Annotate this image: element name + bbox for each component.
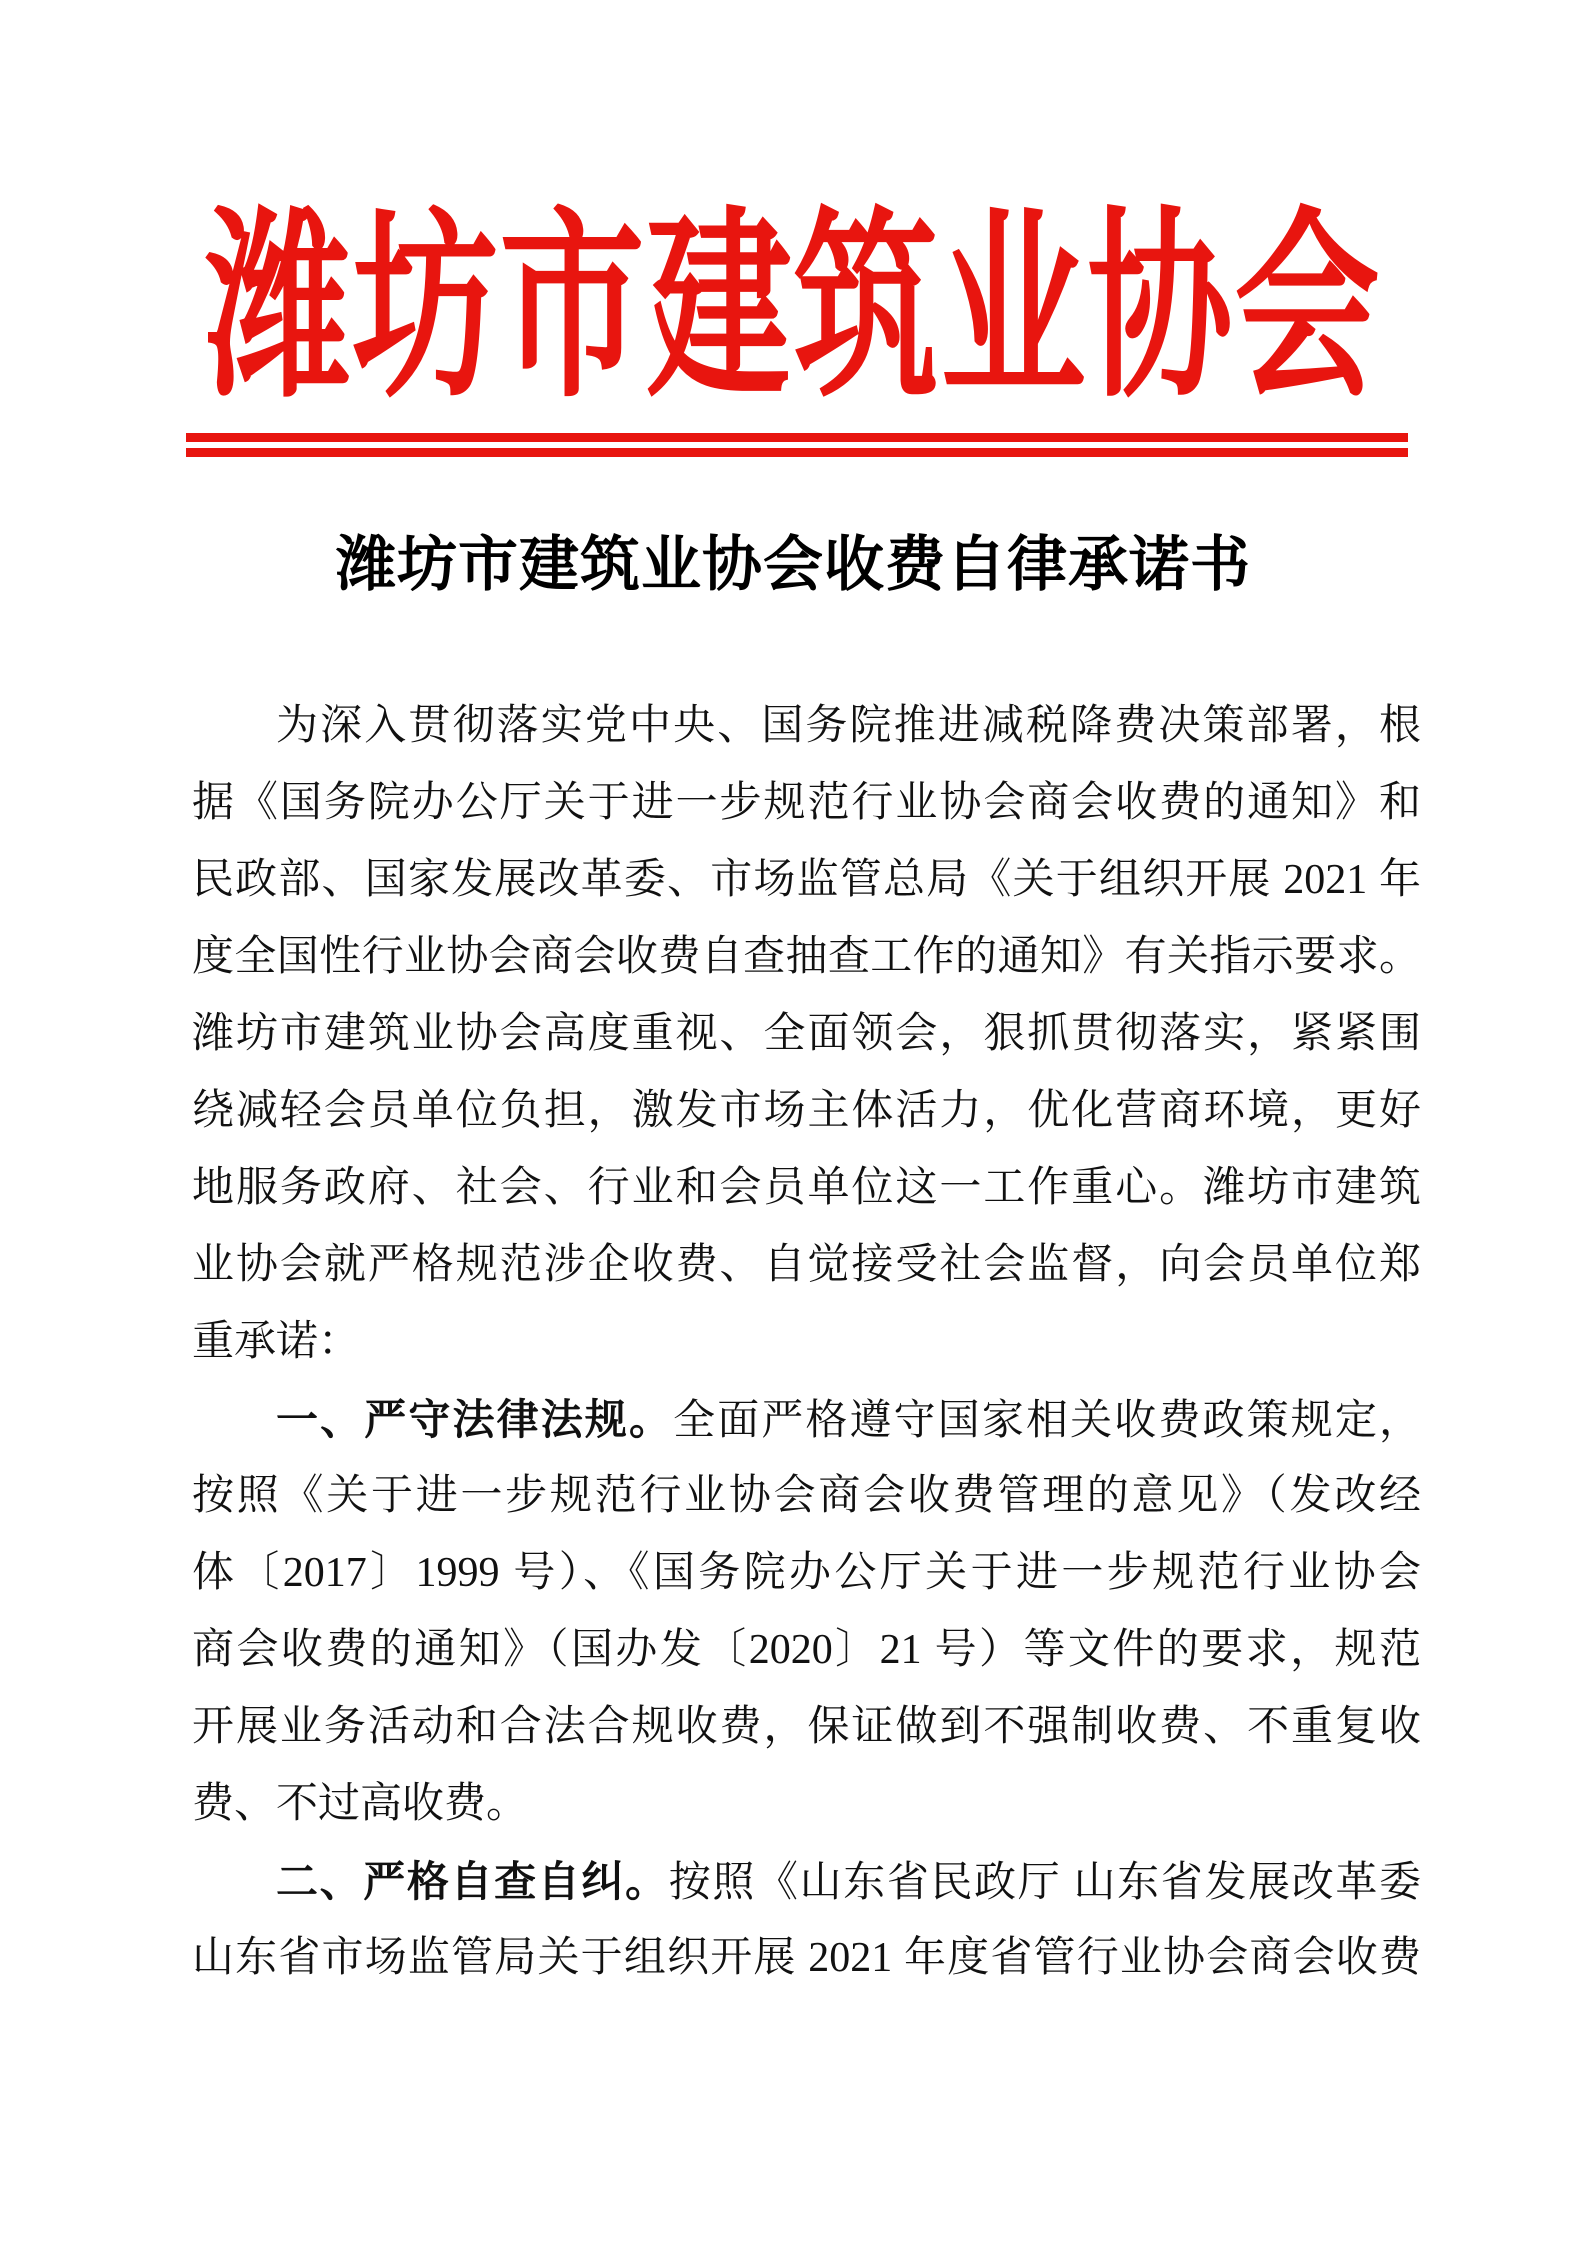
body-line-2 [192,765,1421,842]
body-line-3 [192,842,1421,919]
body-line-17 [192,1920,1421,1997]
text-run: 为深入贯彻落实党中央、国务院推进减税降费决策部署，根 [276,703,1421,749]
text-run: 开展业务活动和合法合规收费，保证做到不强制收费、不重复收 [192,1704,1421,1750]
body-line-7 [192,1150,1421,1227]
body-line-1 [192,688,1421,765]
body-line-14 [192,1689,1421,1766]
red-double-rule [186,433,1408,457]
text-run: 商会收费的通知》（国办发〔2020〕21 号）等文件的要求，规范 [192,1627,1421,1673]
bold-run: 二、严格自查自纠。 [276,1858,669,1905]
body-line-13 [192,1612,1421,1689]
text-run: 山东省市场监管局关于组织开展 2021 年度省管行业协会商会收费 [192,1935,1421,1981]
body-line-11 [192,1458,1421,1535]
document-title: 潍坊市建筑业协会收费自律承诺书 [336,532,1251,598]
text-run: 全面严格遵守国家相关收费政策规定， [673,1398,1421,1444]
document-body [192,688,1421,1997]
body-line-8 [192,1227,1421,1304]
body-line-15 [192,1766,1421,1843]
text-run: 度全国性行业协会商会收费自查抽查工作的通知》有关指示要求。 [192,934,1421,980]
body-line-16 [192,1843,1421,1920]
bold-run: 一、严守法律法规。 [276,1396,674,1443]
text-run: 据《国务院办公厅关于进一步规范行业协会商会收费的通知》和 [192,780,1421,826]
body-line-12 [192,1535,1421,1612]
body-line-6 [192,1073,1421,1150]
body-line-10 [192,1381,1421,1458]
text-run: 绕减轻会员单位负担，激发市场主体活力，优化营商环境，更好 [192,1088,1421,1134]
letterhead-org-name: 潍坊市建筑业协会 [205,198,1382,422]
text-run: 潍坊市建筑业协会高度重视、全面领会，狠抓贯彻落实，紧紧围 [192,1011,1421,1057]
text-run: 体〔2017〕1999 号）、《国务院办公厅关于进一步规范行业协会 [192,1550,1421,1596]
body-line-5 [192,996,1421,1073]
text-run: 业协会就严格规范涉企收费、自觉接受社会监督，向会员单位郑 [192,1242,1421,1288]
text-run: 地服务政府、社会、行业和会员单位这一工作重心。潍坊市建筑 [192,1165,1421,1211]
body-line-4 [192,919,1421,996]
body-line-9 [192,1304,1421,1381]
text-run: 民政部、国家发展改革委、市场监管总局《关于组织开展 2021 年 [192,857,1421,903]
text-run: 重承诺： [192,1319,361,1365]
text-run: 费、不过高收费。 [192,1781,529,1827]
text-run: 按照《关于进一步规范行业协会商会收费管理的意见》（发改经 [192,1473,1421,1519]
text-run: 按照《山东省民政厅 山东省发展改革委 [668,1860,1421,1906]
